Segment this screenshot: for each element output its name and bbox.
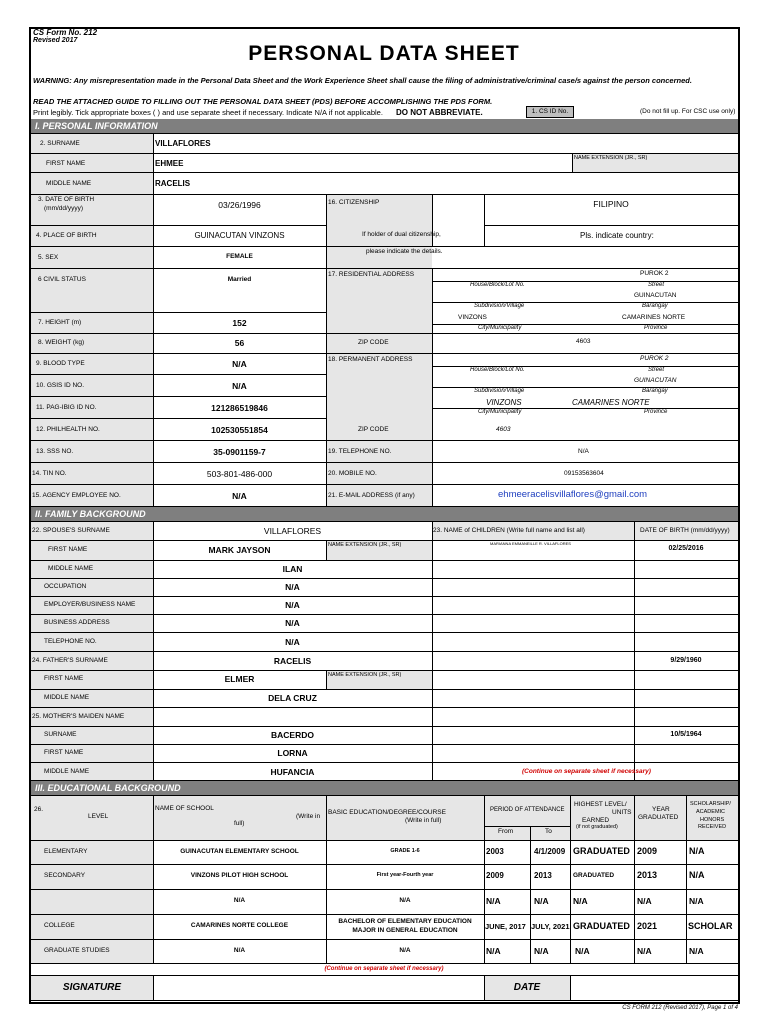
education-header-bg: [31, 795, 738, 840]
children-label: 23. NAME of CHILDREN (Write full name and list all): [433, 527, 585, 534]
mother-dob-value: 10/5/1964: [670, 731, 702, 738]
edu-row-level: GRADUATE STUDIES: [44, 947, 110, 954]
middle-name-value: RACELIS: [155, 179, 191, 188]
edu-row-to: 4/1/2009: [534, 847, 566, 856]
res-barangay: GUINACUTAN: [634, 292, 677, 299]
edu-row-course: BACHELOR OF ELEMENTARY EDUCATION: [338, 918, 472, 925]
form-revised: Revised 2017: [33, 37, 78, 44]
email-value: ehmeeracelisvillaflores@gmail.com: [498, 489, 648, 500]
section-personal-information: I. PERSONAL INFORMATION: [31, 119, 738, 133]
perm-zip-label: ZIP CODE: [358, 426, 389, 433]
mother-middle-value: HUFANCIA: [270, 767, 315, 777]
pob-label: 4. PLACE OF BIRTH: [36, 232, 97, 239]
mother-middle-label: MIDDLE NAME: [44, 768, 90, 775]
perm-street-label: Street: [648, 367, 665, 373]
edu-row-highest: N/A: [575, 946, 590, 956]
edu-row-level: SECONDARY: [44, 872, 86, 879]
perm-purok: PUROK 2: [640, 355, 669, 362]
spouse-middle-value: ILAN: [282, 564, 303, 574]
residential-address-label: 17. RESIDENTIAL ADDRESS: [328, 271, 415, 278]
edu-row-level: COLLEGE: [44, 922, 75, 929]
res-province-label: Province: [644, 325, 668, 331]
perm-subdivision-label: Subdivision/Village: [474, 388, 525, 394]
edu-period-header: PERIOD OF ATTENDANCE: [490, 807, 565, 813]
mother-first-value: LORNA: [277, 748, 308, 758]
father-dob-value: 9/29/1960: [670, 657, 702, 664]
edu-row-from: N/A: [486, 896, 501, 906]
surname-label: 2. SURNAME: [40, 140, 80, 147]
occupation-label: OCCUPATION: [44, 583, 87, 590]
tin-value: 503-801-486-000: [206, 469, 273, 479]
edu-row-highest: N/A: [573, 896, 588, 906]
section-family-background: II. FAMILY BACKGROUND: [31, 507, 738, 521]
page-title: PERSONAL DATA SHEET: [248, 42, 520, 65]
mobile-value: 09153563604: [564, 470, 604, 477]
res-zip-label: ZIP CODE: [358, 339, 389, 346]
edu-row-highest: GRADUATED: [573, 846, 630, 856]
edu-num-label: 26.: [34, 806, 44, 813]
permanent-address-label: 18. PERMANENT ADDRESS: [328, 356, 413, 363]
child-dob-label: DATE OF BIRTH (mm/dd/yyyy): [640, 527, 730, 534]
no-abbreviate-text: DO NOT ABBREVIATE.: [396, 108, 483, 117]
mobile-label: 20. MOBILE NO.: [328, 470, 377, 477]
date-field[interactable]: [571, 976, 737, 1000]
edu-row-year: 2021: [637, 921, 658, 931]
employer-label: EMPLOYER/BUSINESS NAME: [44, 601, 136, 608]
edu-row-honors: SCHOLAR: [688, 921, 733, 931]
philhealth-label: 12. PHILHEALTH NO.: [36, 426, 100, 433]
edu-year-header-2: GRADUATED: [638, 814, 679, 821]
edu-row-honors: N/A: [689, 896, 704, 906]
perm-zip-value: 4603: [496, 426, 511, 433]
form-number: CS Form No. 212: [33, 28, 98, 37]
edu-row-school: GUINACUTAN ELEMENTARY SCHOOL: [180, 848, 299, 855]
res-province: CAMARINES NORTE: [622, 314, 686, 321]
edu-row-from: N/A: [486, 946, 501, 956]
res-subdivision-label: Subdivision/Village: [474, 303, 525, 309]
edu-row-honors: N/A: [689, 846, 705, 856]
perm-barangay-label: Barangay: [642, 388, 668, 394]
edu-row-highest: GRADUATED: [573, 872, 615, 879]
spouse-first-value: MARK JAYSON: [208, 545, 271, 555]
label-column-bg-2: [326, 194, 432, 506]
edu-to-header: To: [545, 828, 552, 835]
spouse-first-label: FIRST NAME: [48, 546, 88, 553]
edu-row-course: N/A: [399, 897, 411, 904]
mother-surname-label: SURNAME: [44, 731, 77, 738]
mother-surname-value: BACERDO: [271, 730, 314, 740]
section-educational-background: III. EDUCATIONAL BACKGROUND: [31, 781, 738, 795]
date-label: DATE: [513, 982, 541, 993]
edu-row-course: GRADE 1-6: [390, 848, 420, 854]
edu-row-honors: N/A: [689, 946, 704, 956]
blood-type-value: N/A: [232, 359, 247, 369]
cs-id-field[interactable]: 1. CS ID No.: [526, 106, 574, 118]
dob-format-label: (mm/dd/yyyy): [44, 205, 83, 212]
business-address-value: N/A: [285, 618, 300, 628]
edu-school-header-1: NAME OF SCHOOL: [155, 805, 214, 812]
res-purok: PUROK 2: [640, 270, 669, 277]
edu-row-year: N/A: [637, 946, 652, 956]
dual-citizenship-text-1: If holder of dual citizenship,: [362, 231, 441, 238]
edu-highest-header-2: UNITS: [612, 809, 632, 816]
height-label: 7. HEIGHT (m): [38, 319, 82, 326]
weight-value: 56: [234, 338, 245, 348]
father-middle-value: DELA CRUZ: [268, 693, 317, 703]
father-first-label: FIRST NAME: [44, 675, 84, 682]
father-middle-label: MIDDLE NAME: [44, 694, 90, 701]
father-surname-label: 24. FATHER'S SURNAME: [32, 657, 108, 664]
weight-label: 8. WEIGHT (kg): [38, 339, 85, 346]
edu-row-to: 2013: [534, 871, 552, 880]
dob-label: 3. DATE OF BIRTH: [38, 196, 95, 203]
father-ext-label: NAME EXTENSION (JR., SR): [328, 672, 402, 678]
perm-city: VINZONS: [486, 398, 522, 407]
pagibig-label: 11. PAG-IBIG ID NO.: [36, 404, 97, 411]
child-dob-value: 02/25/2016: [668, 545, 704, 552]
agency-employee-label: 15. AGENCY EMPLOYEE NO.: [32, 492, 121, 499]
gsis-label: 10. GSIS ID NO.: [36, 382, 85, 389]
education-continue-note: (Continue on separate sheet if necessary): [324, 966, 444, 972]
family-continue-note: (Continue on separate sheet if necessary): [522, 768, 651, 775]
indicate-country-text: Pls. indicate country:: [580, 231, 654, 240]
edu-row-course-line-2: MAJOR IN GENERAL EDUCATION: [352, 927, 458, 934]
sex-label: 5. SEX: [38, 254, 59, 261]
edu-row-school: N/A: [233, 897, 246, 904]
gsis-value: N/A: [232, 381, 247, 391]
surname-value: VILLAFLORES: [155, 139, 211, 148]
perm-house-label: House/Block/Lot No.: [470, 367, 525, 373]
csc-use-only-note: (Do not fill up. For CSC use only): [640, 108, 736, 115]
edu-course-header-2: (Write in full): [405, 817, 442, 824]
tin-label: 14. TIN NO.: [32, 470, 67, 477]
spouse-ext-label: NAME EXTENSION (JR., SR): [328, 542, 402, 548]
spouse-surname-value: VILLAFLORES: [263, 526, 322, 536]
edu-row-level: ELEMENTARY: [44, 848, 88, 855]
name-extension-label: NAME EXTENSION (JR., SR): [574, 155, 648, 161]
perm-province-label: Province: [644, 409, 668, 415]
agency-employee-value: N/A: [232, 491, 247, 501]
telephone-value: N/A: [578, 448, 589, 455]
edu-school-header-2: (Write in: [296, 813, 321, 820]
res-house-label: House/Block/Lot No.: [470, 282, 525, 288]
edu-row-course: N/A: [399, 947, 411, 954]
page-footer: CS FORM 212 (Revised 2017), Page 1 of 4: [622, 1005, 738, 1011]
mother-maiden-label: 25. MOTHER'S MAIDEN NAME: [32, 713, 125, 720]
edu-level-header: LEVEL: [88, 813, 109, 820]
signature-field[interactable]: [154, 976, 483, 1000]
edu-row-school: VINZONS PILOT HIGH SCHOOL: [190, 872, 289, 879]
edu-highest-header-3: EARNED: [582, 817, 610, 824]
employer-value: N/A: [285, 600, 300, 610]
civil-status-value: Married: [227, 276, 252, 283]
res-city: VINZONS: [458, 314, 487, 321]
edu-row-to: N/A: [534, 946, 549, 956]
edu-highest-header-4: (if not graduated): [576, 824, 618, 830]
perm-city-label: City/Municipality: [478, 409, 522, 415]
edu-row-course: First year-Fourth year: [376, 872, 434, 878]
edu-row-from: JUNE, 2017: [485, 922, 526, 931]
education-level-bg: [31, 840, 153, 963]
mother-first-label: FIRST NAME: [44, 749, 84, 756]
edu-row-from: 2009: [486, 871, 504, 880]
sss-label: 13. SSS NO.: [36, 448, 74, 455]
edu-row-honors: N/A: [689, 870, 705, 880]
height-value: 152: [232, 318, 247, 328]
spouse-surname-label: 22. SPOUSE'S SURNAME: [32, 527, 110, 534]
spouse-telephone-value: N/A: [285, 637, 300, 647]
res-street-label: Street: [648, 282, 665, 288]
edu-row-highest: GRADUATED: [573, 921, 630, 931]
edu-year-header-1: YEAR: [652, 806, 670, 813]
edu-school-header-3: full): [234, 820, 245, 827]
edu-honors-header-3: HONORS: [700, 817, 725, 823]
civil-status-label: 6 CIVIL STATUS: [38, 276, 86, 283]
dob-value: 03/26/1996: [218, 200, 261, 210]
res-city-label: City/Municipality: [478, 325, 522, 331]
perm-province: CAMARINES NORTE: [572, 398, 650, 407]
child-name-value: MARIANNA EMMANEILLE R. VILLAFLORES: [490, 541, 571, 546]
edu-row-school: N/A: [233, 947, 246, 954]
edu-honors-header-2: ACADEMIC: [696, 809, 726, 815]
edu-course-header-1: BASIC EDUCATION/DEGREE/COURSE: [328, 809, 446, 816]
blood-type-label: 9. BLOOD TYPE: [36, 360, 85, 367]
sss-value: 35-0901159-7: [213, 447, 266, 457]
father-surname-value: RACELIS: [273, 656, 312, 666]
edu-row-from: 2003: [486, 847, 504, 856]
business-address-label: BUSINESS ADDRESS: [44, 619, 110, 626]
sex-value: FEMALE: [226, 253, 253, 260]
read-guide-text: READ THE ATTACHED GUIDE TO FILLING OUT THE PERSONAL DATA SHEET (PDS) BEFORE ACCOMPLISHING THE PDS FORM.: [33, 97, 493, 106]
print-legibly-text: Print legibly. Tick appropriate boxes ( ) and use separate sheet if necessary. Indicate N/A if not applicable.: [33, 108, 383, 117]
father-first-value: ELMER: [224, 674, 255, 684]
signature-label: SIGNATURE: [62, 982, 122, 993]
edu-row-to: JULY, 2021: [531, 922, 570, 931]
pob-value: GUINACUTAN VINZONS: [194, 231, 285, 240]
email-label: 21. E-MAIL ADDRESS (if any): [328, 492, 415, 499]
first-name-value: EHMEE: [155, 159, 184, 168]
edu-row-year: N/A: [637, 896, 652, 906]
edu-row-year: 2013: [637, 870, 658, 880]
edu-row-school: CAMARINES NORTE COLLEGE: [190, 922, 289, 929]
edu-honors-header-1: SCHOLARSHIP/: [690, 801, 731, 807]
res-zip-value: 4603: [576, 338, 591, 345]
philhealth-value: 102530551854: [211, 425, 268, 435]
edu-row-to: N/A: [534, 896, 549, 906]
first-name-label: FIRST NAME: [46, 160, 86, 167]
warning-text: WARNING: Any misrepresentation made in the Personal Data Sheet and the Work Experience Sheet shall cause the filing of administrative/criminal case/s against the person concerned.: [33, 76, 692, 85]
perm-barangay: GUINACUTAN: [634, 377, 677, 384]
edu-row-year: 2009: [637, 846, 658, 856]
edu-highest-header-1: HIGHEST LEVEL/: [574, 801, 627, 808]
occupation-value: N/A: [285, 582, 300, 592]
citizenship-value: FILIPINO: [593, 199, 629, 209]
spouse-telephone-label: TELEPHONE NO.: [44, 638, 97, 645]
res-barangay-label: Barangay: [642, 303, 668, 309]
middle-name-label: MIDDLE NAME: [46, 180, 92, 187]
citizenship-label: 16. CITIZENSHIP: [328, 199, 380, 206]
edu-from-header: From: [498, 828, 514, 835]
spouse-middle-label: MIDDLE NAME: [48, 565, 94, 572]
pagibig-value: 121286519846: [211, 403, 268, 413]
edu-honors-header-4: RECEIVED: [698, 824, 727, 830]
telephone-label: 19. TELEPHONE NO.: [328, 448, 392, 455]
dual-citizenship-text-2: please indicate the details.: [366, 248, 443, 255]
